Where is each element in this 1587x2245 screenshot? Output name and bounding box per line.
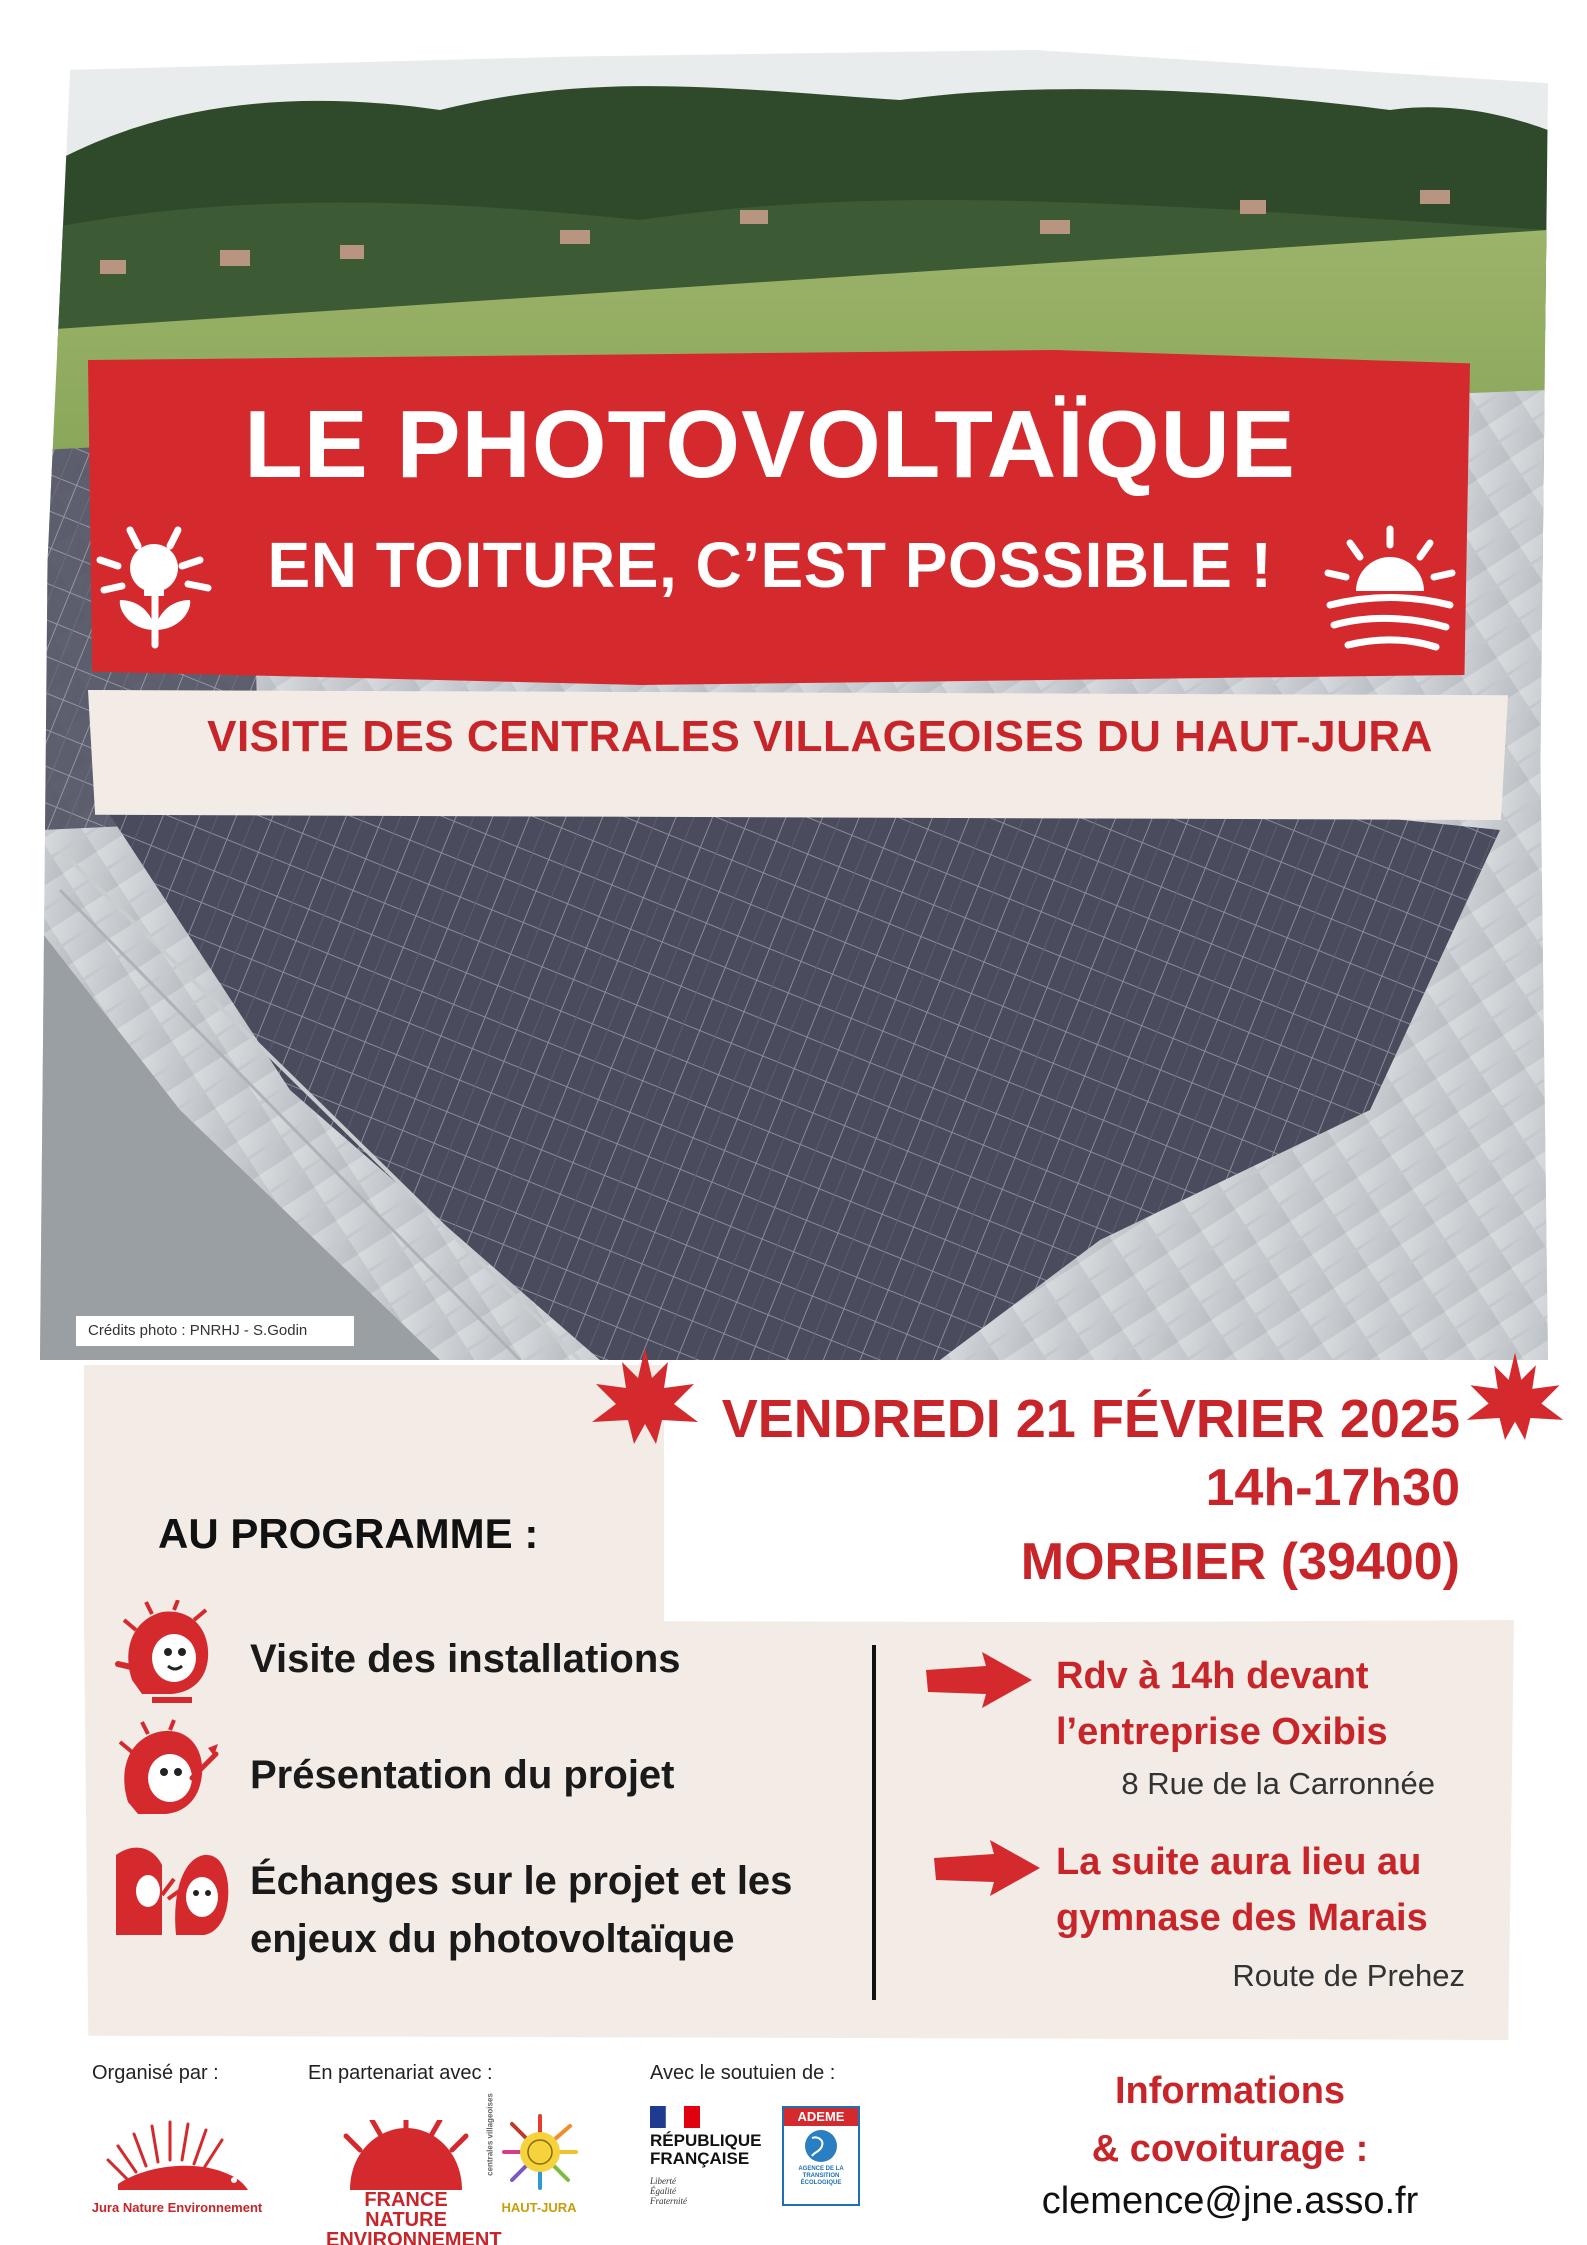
centrales-villageoises-logo [500,2112,580,2197]
fne-logo-text [326,2189,502,2245]
programme-item [250,1630,681,1688]
cv-logo-text: HAUT-JURA [501,2200,577,2215]
programme-item-label: enjeux du photovoltaïque [250,1917,735,1961]
info-heading [1050,2062,1410,2178]
event-date: VENDREDI 21 FÉVRIER 2025 [721,1389,1460,1449]
globe-icon [784,2126,858,2166]
rf-line: RÉPUBLIQUE [650,2131,762,2150]
programme-item-label: Échanges sur le projet et les [250,1859,793,1903]
visit-subtitle: VISITE DES CENTRALES VILLAGEOISES DU HAUT-JURA [207,712,1433,761]
jne-logo-text: Jura Nature Environnement [91,2200,263,2215]
fne-line: FRANCE NATURE [364,2189,448,2231]
arrow-right-icon [932,1838,1042,1903]
page-title: LE PHOTOVOLTAÏQUE [244,391,1296,498]
photo-credits: Crédits photo : PNRHJ - S.Godin [76,1316,354,1346]
partner-label: En partenariat avec : [308,2062,493,2084]
maple-leaf-icon [1465,1348,1565,1453]
event-place: MORBIER (39400) [1020,1533,1460,1591]
meeting-point-line: Rdv à 14h devant [1056,1655,1369,1697]
ademe-subtitle-line: AGENCE DE LA [798,2166,844,2172]
second-location-line: gymnase des Marais [1056,1897,1428,1939]
rf-logo-text [650,2132,770,2168]
cv-side-text: centrales villageoises [485,2093,495,2176]
hedgehogs-talking-icon [112,1835,232,1950]
rf-motto [650,2176,730,2206]
ademe-subtitle [784,2166,858,2187]
fne-line: ENVIRONNEMENT [326,2229,502,2245]
arrow-right-icon [924,1650,1034,1715]
sun-fields-icon [1320,525,1460,660]
organiser-label: Organisé par : [92,2062,219,2084]
programme-item [250,1852,792,1968]
column-divider [872,1645,876,2000]
second-location-address: Route de Prehez [1232,1958,1465,1993]
rf-motto-line: Liberté [650,2176,676,2186]
jne-logo [98,2110,258,2205]
meeting-point [1056,1648,1476,1760]
second-location [1056,1834,1476,1946]
rf-motto-line: Fraternité [650,2196,687,2206]
fne-logo [340,2120,470,2195]
programme-item [250,1746,675,1804]
contact-email[interactable]: clemence@jne.asso.fr [1041,2180,1419,2222]
programme-header-band [84,1365,664,1635]
page-subtitle: EN TOITURE, C’EST POSSIBLE ! [267,529,1273,601]
info-heading-line: & covoiturage : [1091,2128,1369,2170]
rf-line: FRANÇAISE [650,2149,750,2168]
ademe-logo [782,2106,860,2206]
meeting-address: 8 Rue de la Carronnée [1121,1766,1435,1801]
hedgehog-teaching-icon [112,1718,222,1833]
hedgehog-pointing-icon [112,1600,222,1715]
marianne-logo [650,2106,700,2133]
programme-item-label: Présentation du projet [250,1753,675,1797]
support-label: Avec le soutuien de : [650,2062,836,2084]
ademe-subtitle-line: ÉCOLOGIQUE [800,2180,842,2186]
rf-motto-line: Égalité [650,2186,676,2196]
ademe-logo-name: ADEME [784,2108,858,2126]
info-heading-line: Informations [1114,2070,1346,2112]
ademe-subtitle-line: TRANSITION [802,2173,840,2179]
meeting-point-line: l’entreprise Oxibis [1056,1711,1388,1753]
programme-heading: AU PROGRAMME : [158,1510,539,1557]
programme-item-label: Visite des installations [250,1637,681,1681]
lightbulb-plant-icon [90,520,220,655]
event-time: 14h-17h30 [1205,1459,1460,1517]
second-location-line: La suite aura lieu au [1056,1841,1422,1883]
